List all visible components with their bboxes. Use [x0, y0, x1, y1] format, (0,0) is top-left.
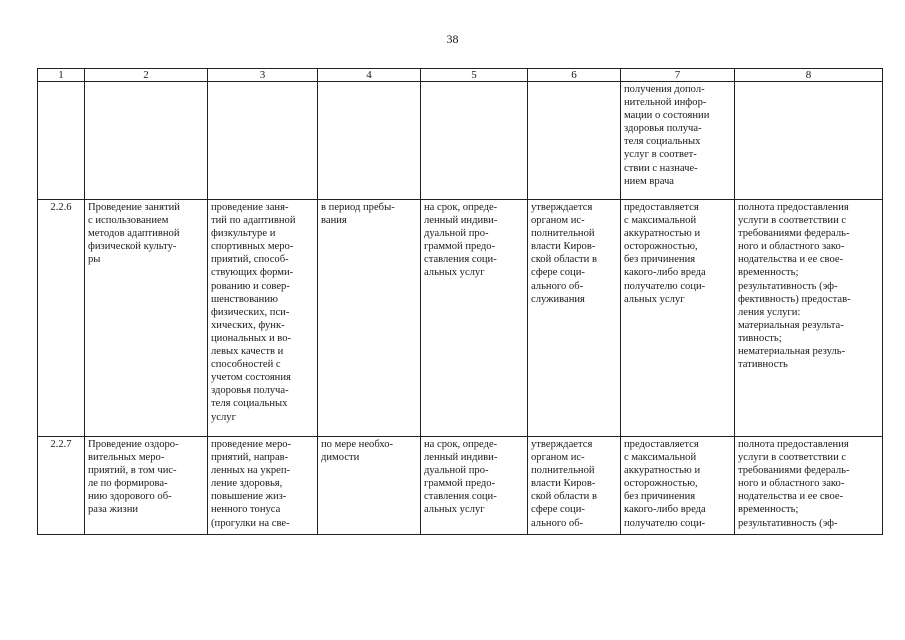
table-cell [85, 82, 208, 200]
table-cell: Проведение занятий с использованием методов адаптивной физической культу- ры [85, 200, 208, 437]
table-header-row [38, 69, 883, 82]
table-cell: полнота предоставления услуги в соответствии с требованиями федераль- ного и областного зако- нодательства и ее свое- временность; результативность (эф- [735, 437, 883, 535]
table-cell [208, 82, 318, 200]
table-row [38, 200, 883, 437]
column-header: 5 [421, 69, 528, 82]
table-cell: утверждается органом ис- полнительной власти Киров- ской области в сфере соци- ального об- [528, 437, 621, 535]
column-header: 7 [621, 69, 735, 82]
table-cell: проведение меро- приятий, направ- ленных на укреп- ление здоровья, повышение жиз- ненного тонуса (прогулки на све- [208, 437, 318, 535]
services-table [37, 68, 883, 535]
table-cell: по мере необхо- димости [318, 437, 421, 535]
table-cell [421, 82, 528, 200]
column-header: 8 [735, 69, 883, 82]
table-cell: предоставляется с максимальной аккуратностью и осторожностью, без причинения какого-либо вреда получателю соци- [621, 437, 735, 535]
table-cell: полнота предоставления услуги в соответствии с требованиями федераль- ного и областного зако- нодательства и ее свое- временность; результативность (эф- фективность) предостав- ления услуги: материальная результа- тивность; нематериальная резуль- тативность [735, 200, 883, 437]
table-row [38, 82, 883, 200]
table-cell: в период пребы- вания [318, 200, 421, 437]
row-number-cell: 2.2.7 [38, 437, 85, 535]
table-cell: на срок, опреде- ленный индиви- дуальной про- граммой предо- ставления соци- альных услуг [421, 437, 528, 535]
table-cell: на срок, опреде- ленный индиви- дуальной про- граммой предо- ставления соци- альных услуг [421, 200, 528, 437]
column-header: 1 [38, 69, 85, 82]
table-cell [528, 82, 621, 200]
table-cell: получения допол- нительной инфор- мации о состоянии здоровья получа- теля социальных услуг в соответ- ствии с назначе- нием врача [621, 82, 735, 200]
table-cell: утверждается органом ис- полнительной власти Киров- ской области в сфере соци- ального об- служивания [528, 200, 621, 437]
row-number-cell: 2.2.6 [38, 200, 85, 437]
table-cell [735, 82, 883, 200]
table-cell [38, 82, 85, 200]
column-header: 3 [208, 69, 318, 82]
column-header: 2 [85, 69, 208, 82]
table-row [38, 437, 883, 535]
table-cell: Проведение оздоро- вительных меро- приятий, в том чис- ле по формирова- нию здорового об- раза жизни [85, 437, 208, 535]
page-number: 38 [446, 32, 459, 46]
table-cell [318, 82, 421, 200]
table-cell: предоставляется с максимальной аккуратностью и осторожностью, без причинения какого-либо вреда получателю соци- альных услуг [621, 200, 735, 437]
table-cell: проведение заня- тий по адаптивной физкультуре и спортивных меро- приятий, способ- ствующих форми- рованию и совер- шенствованию физических, пси- хических, функ- циональных и во- левых качеств и способностей с учетом состояния здоровья получа- теля социальных услуг [208, 200, 318, 437]
column-header: 6 [528, 69, 621, 82]
column-header: 4 [318, 69, 421, 82]
